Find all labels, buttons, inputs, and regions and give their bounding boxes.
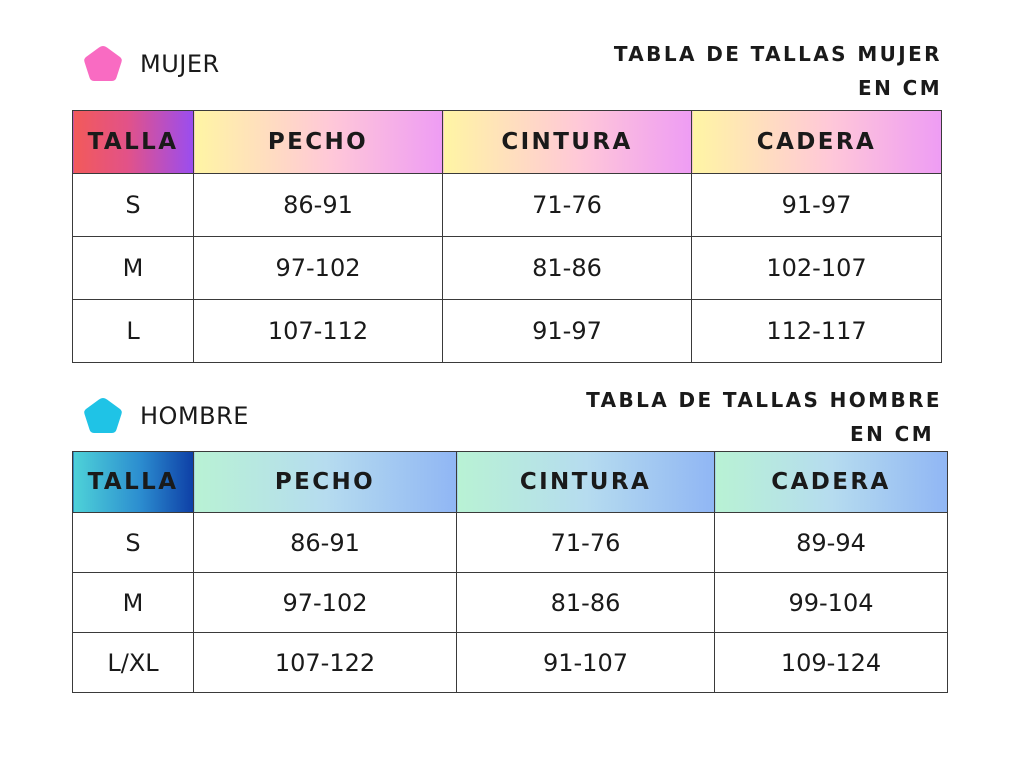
men-header-talla: TALLA [73,452,194,513]
women-header-cintura: CINTURA [443,111,692,174]
men-cadera-cell: 89-94 [715,513,948,573]
pink-pentagon-icon [82,44,124,84]
women-table-title [614,37,942,105]
men-label-group [82,396,249,436]
men-size-cell: M [73,573,194,633]
women-size-section [0,0,1024,380]
women-cintura-cell: 81-86 [443,237,692,300]
men-title-line2: EN CM [850,422,934,446]
women-pecho-cell: 107-112 [194,300,443,363]
women-size-cell: S [73,174,194,237]
women-gender-label: MUJER [140,50,220,78]
table-row [73,237,942,300]
women-cadera-cell: 102-107 [692,237,942,300]
men-pecho-cell: 86-91 [194,513,457,573]
table-row [73,633,948,693]
men-cadera-cell: 99-104 [715,573,948,633]
women-header-talla: TALLA [73,111,194,174]
women-pecho-cell: 97-102 [194,237,443,300]
men-table-title [586,383,942,451]
men-pecho-cell: 97-102 [194,573,457,633]
men-pecho-cell: 107-122 [194,633,457,693]
women-size-table [72,110,942,363]
men-size-cell: S [73,513,194,573]
women-title-line1: TABLA DE TALLAS MUJER [613,42,942,66]
men-header-pecho: PECHO [194,452,457,513]
men-cintura-cell: 81-86 [457,573,715,633]
men-size-cell: L/XL [73,633,194,693]
men-header-cintura: CINTURA [457,452,715,513]
women-pecho-cell: 86-91 [194,174,443,237]
men-header-cadera: CADERA [715,452,948,513]
women-title-line2: EN CM [858,76,942,100]
women-cadera-cell: 91-97 [692,174,942,237]
women-header-cadera: CADERA [692,111,942,174]
men-cadera-cell: 109-124 [715,633,948,693]
women-header-pecho: PECHO [194,111,443,174]
women-cintura-cell: 71-76 [443,174,692,237]
table-row [73,174,942,237]
table-row [73,513,948,573]
women-cintura-cell: 91-97 [443,300,692,363]
women-label-group [82,44,220,84]
men-cintura-cell: 71-76 [457,513,715,573]
women-cadera-cell: 112-117 [692,300,942,363]
table-row [73,300,942,363]
cyan-pentagon-icon [82,396,124,436]
men-title-line1: TABLA DE TALLAS HOMBRE [586,388,942,412]
men-size-table [72,451,948,693]
men-cintura-cell: 91-107 [457,633,715,693]
women-size-cell: M [73,237,194,300]
men-gender-label: HOMBRE [140,402,249,430]
men-size-section [0,380,1024,768]
women-size-cell: L [73,300,194,363]
table-row [73,573,948,633]
